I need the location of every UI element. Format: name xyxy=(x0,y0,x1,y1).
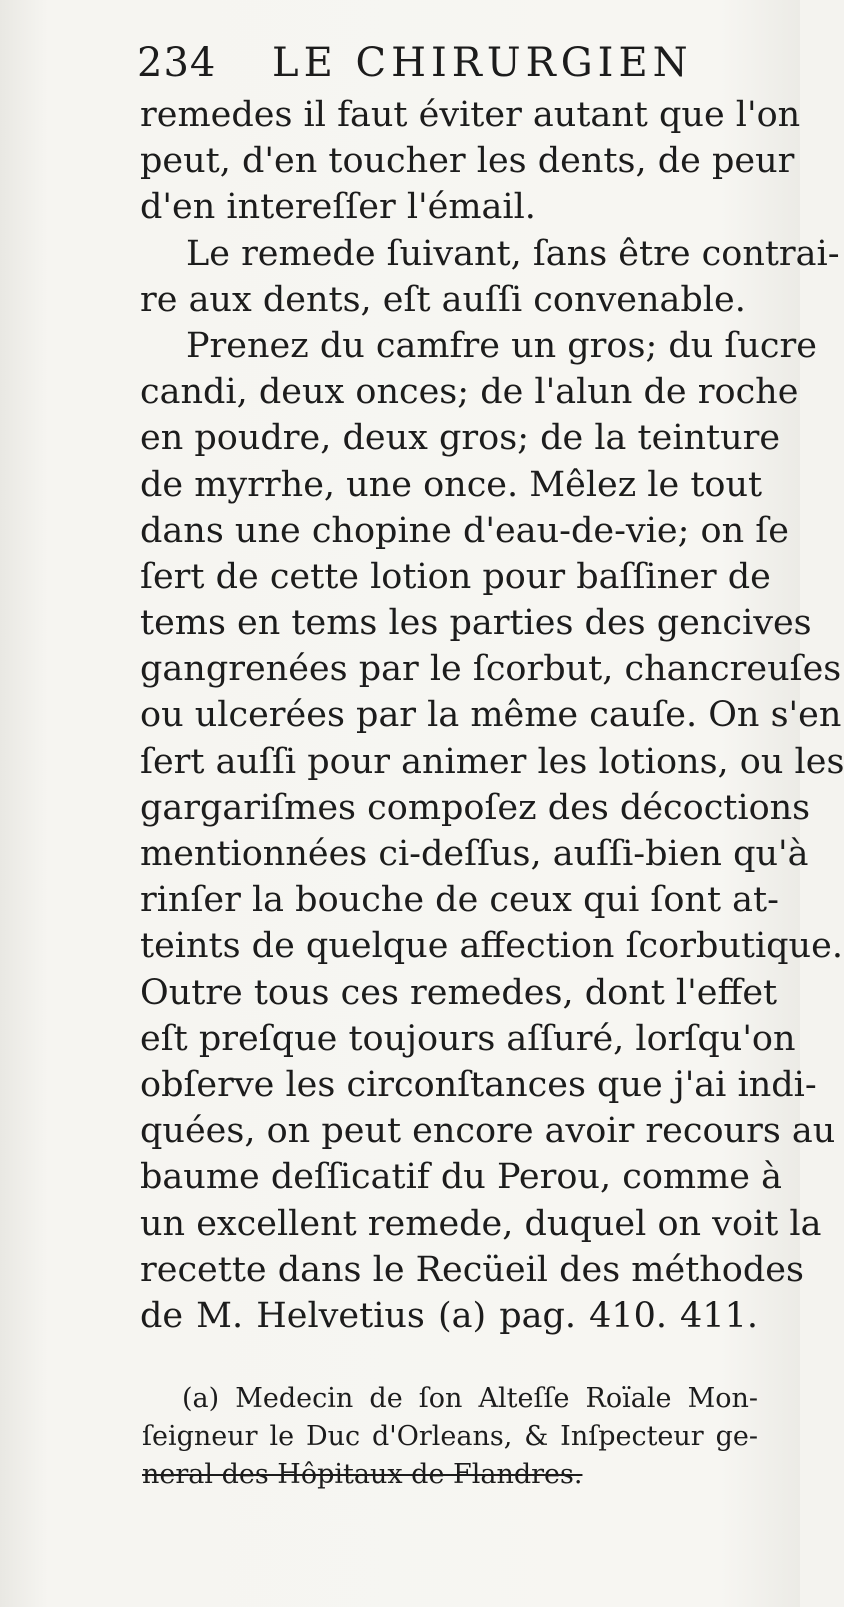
page-header xyxy=(137,38,757,88)
text-line: ſert auſſi pour animer les lotions, ou les xyxy=(140,741,844,782)
footnote-line: neral des Hôpitaux de Flandres. xyxy=(142,1459,583,1490)
text-line: obſerve les circonſtances que j'ai indi- xyxy=(140,1064,817,1105)
text-line: de myrrhe, une once. Mêlez le tout xyxy=(140,464,763,505)
text-line: Outre tous ces remedes, dont l'effet xyxy=(140,972,778,1013)
text-line: Le remede ſuivant, ſans être contrai- xyxy=(186,233,840,274)
footnote-line: ſeigneur le Duc d'Orleans, & Inſpecteur ge- xyxy=(142,1421,758,1452)
text-line: gangrenées par le ſcorbut, chancreuſes xyxy=(140,649,842,690)
text-line: ſert de cette lotion pour baſſiner de xyxy=(140,556,771,597)
text-line: teints de quelque affection ſcorbutique. xyxy=(140,926,843,967)
text-line: d'en intereſſer l'émail. xyxy=(140,187,536,228)
text-line: quées, on peut encore avoir recours au xyxy=(140,1111,836,1152)
text-line: recette dans le Recüeil des méthodes xyxy=(140,1249,804,1290)
text-line: remedes il faut éviter autant que l'on xyxy=(140,95,801,135)
text-line: un excellent remede, duquel on voit la xyxy=(140,1203,822,1244)
page-number: 234 xyxy=(137,40,217,86)
text-line: gargariſmes compoſez des décoctions xyxy=(140,787,811,828)
text-line: de M. Helvetius (a) pag. 410. 411. xyxy=(140,1295,758,1336)
text-line: dans une chopine d'eau-de-vie; on ſe xyxy=(140,510,789,551)
text-line: eſt preſque toujours aſſuré, lorſqu'on xyxy=(140,1018,796,1059)
text-line: en poudre, deux gros; de la teinture xyxy=(140,418,781,459)
text-line: mentionnées ci-deſſus, auſſi-bien qu'à xyxy=(140,834,809,874)
text-line: peut, d'en toucher les dents, de peur xyxy=(140,141,795,182)
body-text xyxy=(140,92,844,1339)
footnote-line: (a) Medecin de ſon Alteſſe Roïale Mon- xyxy=(182,1383,758,1414)
text-line: re aux dents, eſt auſſi convenable. xyxy=(140,279,746,320)
text-line: rinſer la bouche de ceux qui ſont at- xyxy=(140,880,779,921)
text-line: ou ulcerées par la même cauſe. On s'en xyxy=(140,695,842,736)
text-line: Prenez du camfre un gros; du ſucre xyxy=(186,325,817,366)
text-line: tems en tems les parties des gencives xyxy=(140,603,812,644)
running-title: LE CHIRURGIEN xyxy=(272,40,693,86)
footnote xyxy=(142,1380,758,1494)
text-line: candi, deux onces; de l'alun de roche xyxy=(140,372,799,413)
text-line: baume deſſicatif du Perou, comme à xyxy=(140,1157,782,1198)
